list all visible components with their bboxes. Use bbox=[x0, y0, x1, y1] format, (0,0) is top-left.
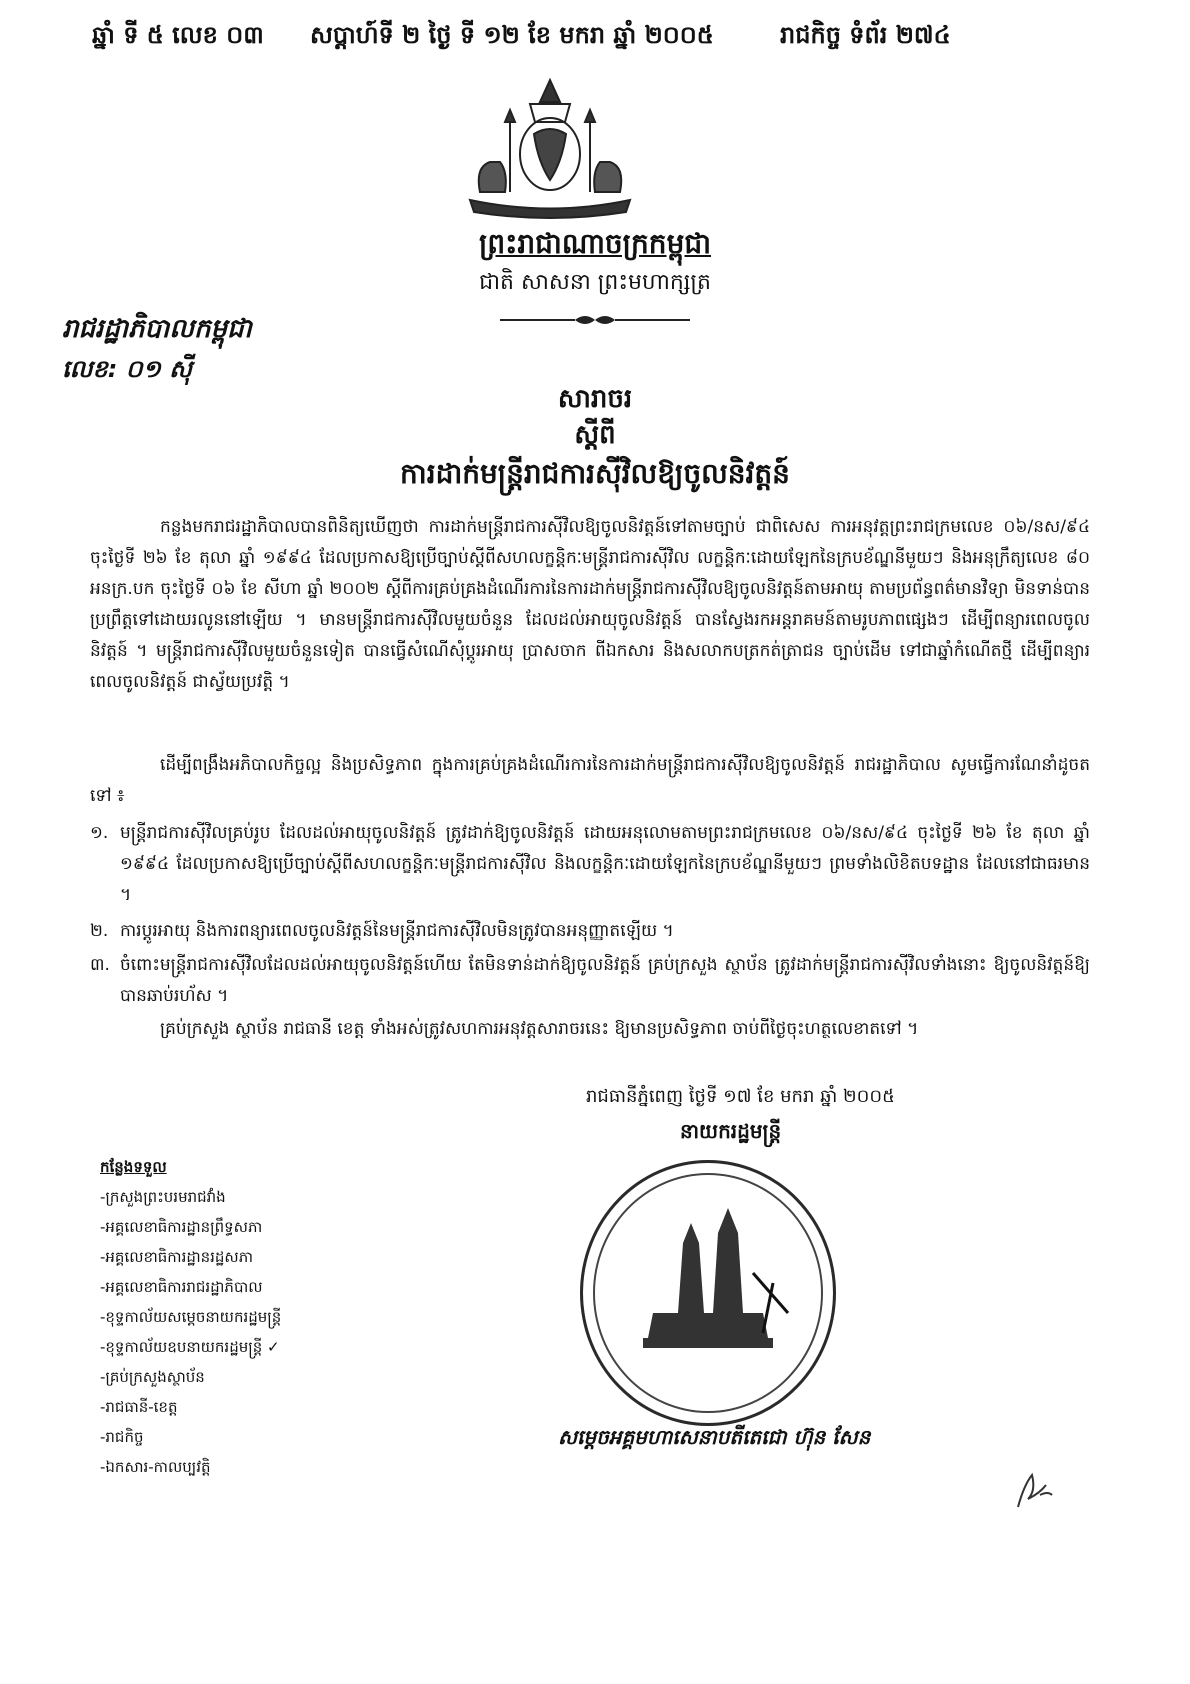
ornament-divider-icon bbox=[500, 312, 690, 328]
recipients-list bbox=[100, 1182, 420, 1482]
title-about: ស្តីពី bbox=[574, 420, 616, 450]
recipient-item: -ឯកសារ-កាលប្បវត្តិ bbox=[100, 1458, 211, 1476]
list-item-number: ១. bbox=[90, 823, 109, 843]
list-item-text: ចំពោះមន្ត្រីរាជការស៊ីវិលដែលដល់អាយុចូលនិវត្តន៍ហើយ តែមិនទាន់ដាក់ឱ្យចូលនិវត្តន៍ គ្រប់ក្រសួង ស្ថាប័ន ត្រូវដាក់មន្ត្រីរាជការស៊ីវិលទាំងនោះ ឱ្យចូលនិវត្តន៍ឱ្យបានឆាប់រហ័ស ។ bbox=[120, 955, 1090, 1006]
royal-coat-of-arms-icon bbox=[450, 72, 650, 222]
signer-name: សម្តេចអគ្គមហាសេនាបតីតេជោ ហ៊ុន សែន bbox=[558, 1425, 871, 1449]
handwritten-initials-icon bbox=[1010, 1455, 1060, 1515]
issue-date: សប្តាហ៍ទី ២ ថ្ងៃ ទី ១២ ខែ មករា ឆ្នាំ ២០០៥ bbox=[310, 21, 714, 49]
recipient-item: -រាជធានី-ខេត្ត bbox=[100, 1398, 178, 1416]
list-item-number: ៣. bbox=[90, 955, 110, 975]
recipient-item: -រាជកិច្ច bbox=[100, 1428, 144, 1446]
issuer-name: រាជរដ្ឋាភិបាលកម្ពុជា bbox=[62, 314, 252, 344]
issue-number: ឆ្នាំ ទី ៥ លេខ ០៣ bbox=[92, 21, 264, 49]
recipient-item: -អគ្គលេខាធិការដ្ឋានរដ្ឋសភា bbox=[100, 1248, 253, 1266]
recipient-item: -អគ្គលេខាធិការរាជរដ្ឋាភិបាល bbox=[100, 1278, 263, 1296]
recipient-item: -គ្រប់ក្រសួងស្ថាប័ន bbox=[100, 1368, 205, 1386]
paragraph-instruction: ដើម្បីពង្រឹងអភិបាលកិច្ចល្អ និងប្រសិទ្ធភាព ក្នុងការគ្រប់គ្រងដំណើរការនៃការដាក់មន្ត្រីរាជការស៊ីវិលឱ្យចូលនិវត្តន៍ រាជរដ្ឋាភិបាល សូមធ្វើការណែនាំដូចតទៅ ៖ bbox=[90, 755, 1090, 806]
document-number: លេខ: ០១ ស៊ី bbox=[62, 355, 193, 383]
list-item-number: ២. bbox=[90, 921, 109, 941]
angkor-wat-seal-icon bbox=[580, 1160, 836, 1426]
closing-paragraph: គ្រប់ក្រសួង ស្ថាប័ន រាជធានី ខេត្ត ទាំងអស់ត្រូវសហការអនុវត្តសារាចរនេះ ឱ្យមានប្រសិទ្ធភាព ចាប់ពីថ្ងៃចុះហត្ថលេខាតទៅ ។ bbox=[160, 1019, 919, 1039]
list-item-text: មន្ត្រីរាជការស៊ីវិលគ្រប់រូប ដែលដល់អាយុចូលនិវត្តន៍ ត្រូវដាក់ឱ្យចូលនិវត្តន៍ ដោយអនុលោមតាមព្រះរាជក្រមលេខ ០៦/នស/៩៤ ចុះថ្ងៃទី ២៦ ខែ តុលា ឆ្នាំ ១៩៩៤ ដែលប្រកាសឱ្យប្រើច្បាប់ស្តីពីសហលក្ខន្តិកៈមន្ត្រីរាជការស៊ីវិល និងលក្ខន្តិកៈដោយឡែកនៃក្របខ័ណ្ឌនីមួយៗ ព្រមទាំងលិខិតបទដ្ឋាន ដែលនៅជាធរមាន ។ bbox=[120, 823, 1090, 905]
recipients-heading: កន្លែងទទួល bbox=[100, 1158, 167, 1176]
recipient-item: -ខុទ្ទកាល័យសម្តេចនាយករដ្ឋមន្ត្រី bbox=[100, 1308, 282, 1326]
recipient-item: -ខុទ្ទកាល័យឧបនាយករដ្ឋមន្ត្រី ✓ bbox=[100, 1338, 280, 1356]
paragraph-intro: កន្លងមករាជរដ្ឋាភិបាលបានពិនិត្យឃើញថា ការដាក់មន្ត្រីរាជការស៊ីវិលឱ្យចូលនិវត្តន៍ទៅតាមច្បាប់ ជាពិសេស ការអនុវត្តព្រះរាជក្រមលេខ ០៦/នស/៩៤ ចុះថ្ងៃទី ២៦ ខែ តុលា ឆ្នាំ ១៩៩៤ ដែលប្រកាសឱ្យប្រើច្បាប់ស្តីពីសហលក្ខន្តិកៈមន្ត្រីរាជការស៊ីវិល លក្ខន្តិកៈដោយឡែកនៃក្របខ័ណ្ឌនីមួយៗ និងអនុក្រឹត្យលេខ ៨០ អនក្រ.បក ចុះថ្ងៃទី ០៦ ខែ សីហា ឆ្នាំ ២០០២ ស្តីពីការគ្រប់គ្រងដំណើរការនៃការដាក់មន្ត្រីរាជការស៊ីវិលឱ្យចូលនិវត្តន៍តាមអាយុ តាមប្រព័ន្ធពត៌មានវិទ្យា មិនទាន់បានប្រព្រឹត្តទៅដោយរលូននៅឡើយ ។ មានមន្ត្រីរាជការស៊ីវិលមួយចំនួន ដែលដល់អាយុចូលនិវត្តន៍ បានស្វែងរកអន្តរាគមន៍តាមរូបភាពផ្សេងៗ ដើម្បីពន្យារពេលចូលនិវត្តន៍ ។ មន្ត្រីរាជការស៊ីវិលមួយចំនួនទៀត បានធ្វើសំណើសុំប្តូរអាយុ ប្រាសចាក ពីឯកសារ និងសលាកបត្រកត់ត្រាជន ច្បាប់ដើម ទៅជាឆ្នាំកំណើតថ្មី ដើម្បីពន្យារពេលចូលនិវត្តន៍ ជាស្វ័យប្រវត្តិ ។ bbox=[90, 517, 1090, 692]
list-item-text: ការប្តូរអាយុ និងការពន្យារពេលចូលនិវត្តន៍នៃមន្ត្រីរាជការស៊ីវិលមិនត្រូវបានអនុញ្ញាតឡើយ ។ bbox=[120, 921, 674, 941]
document-type: សារាចរ bbox=[557, 384, 633, 414]
page-number: រាជកិច្ច ទំព័រ ២៧៤ bbox=[780, 21, 951, 49]
recipient-item: -អគ្គលេខាធិការដ្ឋានព្រឹទ្ធសភា bbox=[100, 1218, 263, 1236]
national-motto: ជាតិ សាសនា ព្រះមហាក្សត្រ bbox=[479, 270, 711, 295]
kingdom-name: ព្រះរាជាណាចក្រកម្ពុជា bbox=[478, 227, 711, 260]
recipient-item: -ក្រសួងព្រះបរមរាជវាំង bbox=[100, 1188, 226, 1206]
signer-role: នាយករដ្ឋមន្ត្រី bbox=[680, 1119, 782, 1143]
document-subject: ការដាក់មន្ត្រីរាជការស៊ីវិលឱ្យចូលនិវត្តន៍ bbox=[400, 457, 790, 490]
place-and-date: រាជធានីភ្នំពេញ ថ្ងៃទី ១៧ ខែ មករា ឆ្នាំ ២០០៥ bbox=[586, 1086, 895, 1107]
